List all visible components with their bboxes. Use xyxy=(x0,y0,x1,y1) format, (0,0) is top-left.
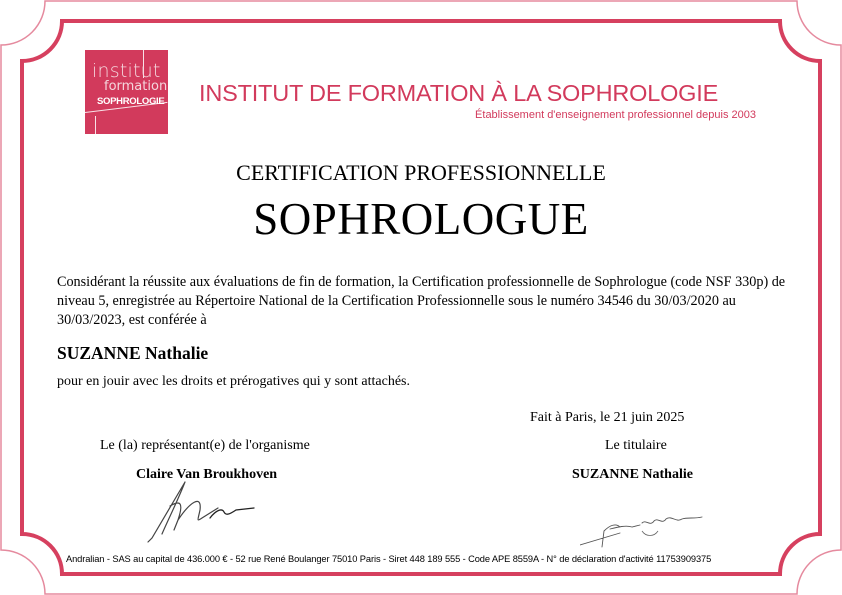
legal-footer: Andralian - SAS au capital de 436.000 € - 52 rue René Boulanger 75010 Paris - Siret 448 189 555 - Code APE 8559A - N° de déclaration d'activité 11753909375 xyxy=(66,554,712,564)
logo-text-sophrologie: SOPHROLOGIE xyxy=(97,96,165,107)
rights-statement: pour en jouir avec les droits et prérogatives qui y sont attachés. xyxy=(57,374,411,389)
holder-name: SUZANNE Nathalie xyxy=(57,343,209,363)
representative-name: Claire Van Broukhoven xyxy=(136,467,278,482)
holder-label: Le titulaire xyxy=(605,438,667,453)
holder-signature xyxy=(580,505,710,550)
institution-tagline: Établissement d'enseignement professionnel depuis 2003 xyxy=(475,109,756,121)
certification-type: CERTIFICATION PROFESSIONNELLE xyxy=(236,160,606,185)
logo-text-institut: institut xyxy=(92,60,161,82)
certification-title: SOPHROLOGUE xyxy=(253,194,589,244)
representative-label: Le (la) représentant(e) de l'organisme xyxy=(100,438,310,453)
holder-signature-name: SUZANNE Nathalie xyxy=(572,467,693,482)
certification-body: Considérant la réussite aux évaluations de fin de formation, la Certification professionnelle de Sophrologue (code NSF 330p) de niveau 5, enregistrée au Répertoire National de la Certification Professionnelle sous le numéro 34546 du 30/03/2020 au 30/03/2023, est conférée à xyxy=(57,274,786,328)
logo-text-formation: formation xyxy=(104,79,168,94)
institution-name: INSTITUT DE FORMATION À LA SOPHROLOGIE xyxy=(199,80,719,106)
representative-signature xyxy=(140,480,280,545)
place-and-date: Fait à Paris, le 21 juin 2025 xyxy=(530,410,685,425)
institution-logo xyxy=(85,50,168,134)
